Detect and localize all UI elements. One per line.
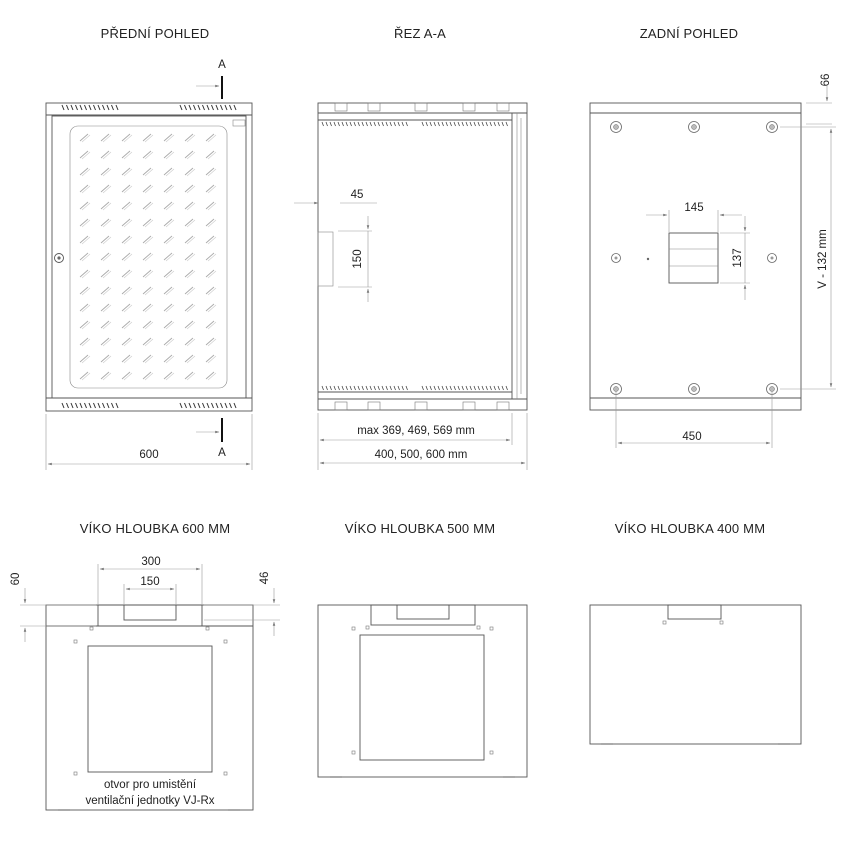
lid-500-vent-opening bbox=[360, 635, 484, 760]
vent-opening bbox=[318, 232, 333, 286]
door-perforation bbox=[80, 134, 216, 380]
dim-600: 600 bbox=[139, 449, 159, 461]
dim-66: 66 bbox=[820, 73, 832, 87]
dim-60: 60 bbox=[10, 572, 22, 586]
section-outline bbox=[318, 103, 527, 410]
lid-400-outline bbox=[590, 605, 801, 744]
front-cabinet-outline bbox=[46, 103, 252, 411]
front-view-title: PŘEDNÍ POHLED bbox=[100, 26, 210, 41]
dim-total-depth: 400, 500, 600 mm bbox=[374, 449, 468, 461]
rear-view-title: ZADNÍ POHLED bbox=[639, 26, 739, 41]
dim-46: 46 bbox=[259, 571, 271, 585]
lid-500-title: VÍKO HLOUBKA 500 MM bbox=[344, 521, 496, 536]
dim-150-lid: 150 bbox=[140, 576, 160, 588]
lid-400-back-tab bbox=[668, 605, 721, 619]
dim-450: 450 bbox=[682, 431, 702, 443]
front-door bbox=[52, 116, 246, 398]
lid-500-outline bbox=[318, 605, 527, 777]
mounting-holes bbox=[611, 122, 778, 395]
section-view bbox=[294, 103, 527, 470]
dim-max-depth: max 369, 469, 569 mm bbox=[357, 425, 475, 437]
lid-600-title: VÍKO HLOUBKA 600 MM bbox=[79, 521, 231, 536]
lid-500-back-tab bbox=[371, 605, 475, 625]
section-marker-top-label: A bbox=[218, 59, 226, 71]
rear-view bbox=[590, 74, 836, 448]
section-view-title: ŘEZ A-A bbox=[394, 26, 446, 41]
lid-400 bbox=[590, 605, 801, 744]
dim-300: 300 bbox=[141, 556, 161, 568]
lid-400-title: VÍKO HLOUBKA 400 MM bbox=[614, 521, 766, 536]
dim-height: V - 132 mm bbox=[817, 229, 829, 289]
dim-150-section: 150 bbox=[352, 249, 364, 269]
section-vents bbox=[322, 103, 509, 410]
dim-45: 45 bbox=[350, 189, 364, 201]
note-line-1: otvor pro umistění bbox=[103, 779, 197, 791]
front-view bbox=[46, 59, 252, 470]
cable-entry bbox=[669, 233, 718, 283]
rear-outline bbox=[590, 103, 801, 410]
vent-unit-opening bbox=[88, 646, 212, 772]
logo-badge bbox=[233, 120, 245, 126]
dim-137: 137 bbox=[732, 248, 744, 268]
note-line-2: ventilační jednotky VJ-Rx bbox=[85, 795, 215, 807]
lid-500 bbox=[318, 605, 527, 777]
lid-600-back-tab bbox=[98, 605, 202, 626]
section-marker-bottom-label: A bbox=[218, 447, 226, 459]
lid-600 bbox=[10, 556, 280, 810]
dim-145: 145 bbox=[684, 202, 704, 214]
glass-panel bbox=[70, 126, 227, 388]
